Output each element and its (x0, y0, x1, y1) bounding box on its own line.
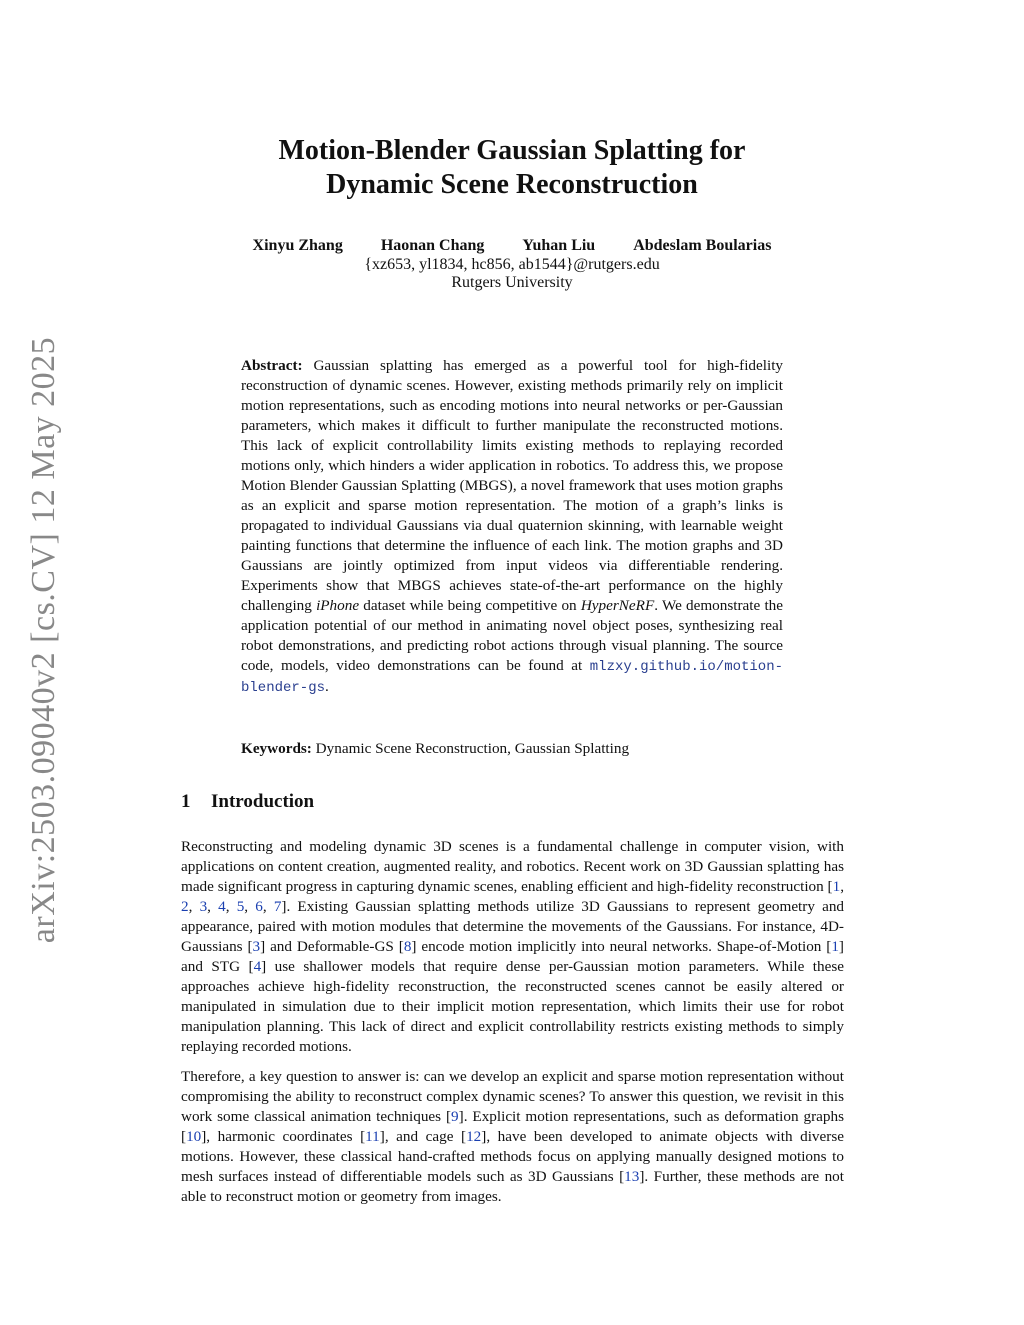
dataset-name-iphone: iPhone (316, 597, 360, 614)
paragraph-text: ], harmonic coordinates [ (201, 1128, 366, 1145)
abstract-label: Abstract: (241, 357, 303, 374)
dataset-name-hypernerf: HyperNeRF (580, 597, 655, 614)
citation-link[interactable]: 3 (199, 898, 208, 915)
author-name: Yuhan Liu (522, 237, 596, 254)
paragraph-text: ], and cage [ (379, 1128, 467, 1145)
paragraph-text: ] and STG [ (181, 938, 844, 975)
author-name: Xinyu Zhang (252, 237, 343, 254)
abstract-text: . We demonstrate the application potential of our method in animating novel object poses, synthesizing real robot demonstrations, and predicting robot actions through visual planning. The source code, models, video demonstrations can be found at (241, 597, 783, 674)
citation-link[interactable]: 8 (403, 938, 412, 955)
citation-link[interactable]: 1 (832, 878, 841, 895)
abstract-end: . (325, 678, 329, 695)
project-url-link[interactable]: mlzxy.github.io/motion-blender-gs (241, 659, 784, 696)
abstract (241, 356, 783, 698)
paragraph-text: ] and Deformable-GS [ (260, 938, 404, 955)
citation-link[interactable]: 12 (466, 1128, 482, 1145)
author-list (0, 236, 1024, 256)
paragraph-text: ]. Further, these methods are not able to reconstruct motion or geometry from images. (181, 1168, 845, 1205)
paragraph-text: ], have been developed to animate objects with diverse motions. However, these classical hand-crafted methods focus on applying manually designed motions to mesh surfaces instead of differentiable models such as 3D Gaussians [ (181, 1128, 844, 1185)
citation-link[interactable]: 5 (236, 898, 245, 915)
author-name: Haonan Chang (380, 237, 485, 254)
body-paragraph (181, 1067, 844, 1207)
author-emails: {xz653, yl1834, hc856, ab1544}@rutgers.edu (364, 256, 660, 273)
abstract-text: dataset while being competitive on (363, 597, 577, 614)
citation-link[interactable]: 13 (624, 1168, 640, 1185)
abstract-text: Gaussian splatting has emerged as a powerful tool for high-fidelity reconstruction of dynamic scenes. However, existing methods primarily rely on implicit motion representations, such as encoding motions into neural networks or per-Gaussian parameters, which makes it difficult to further manipulate the reconstructed motions. This lack of explicit controllability limits existing methods to replaying recorded motions only, which hinders a wider application in robotics. To address this, we propose Motion Blender Gaussian Splatting (MBGS), a novel framework that uses motion graphs as an explicit and sparse motion representation. The motion of a graph’s links is propagated to individual Gaussians via dual quaternion skinning, with learnable weight painting functions that determine the influence of each link. The motion graphs and 3D Gaussians are jointly optimized from input videos via differentiable rendering. Experiments show that MBGS achieves state-of-the-art performance on the highly challenging (241, 357, 784, 614)
section-title: Introduction (211, 791, 315, 812)
citation-link[interactable]: 6 (255, 898, 263, 915)
keywords-text: Dynamic Scene Reconstruction, Gaussian Splatting (315, 740, 630, 757)
affiliation: Rutgers University (451, 274, 573, 291)
author-name: Abdeslam Boularias (633, 237, 772, 254)
citation-link[interactable]: 9 (451, 1108, 459, 1125)
paragraph-text: ] use shallower models that require dense per-Gaussian motion parameters. While these approaches achieve high-fidelity reconstruction, the reconstructed scenes cannot be easily altered or manipulated in simulation due to their implicit motion representation, which limits their use for robot manipulation planning. This lack of direct and explicit controllability restricts existing methods to simply replaying recorded motions. (181, 958, 844, 1055)
paper-title-line-2: Dynamic Scene Reconstruction (326, 169, 698, 200)
keywords (241, 739, 801, 759)
body-paragraph: Reconstructing and modeling dynamic 3D scenes is a fundamental challenge in computer vision, with applications on content creation, augmented reality, and robotics. Recent work on 3D Gaussian splatting has made significant progress in capturing dynamic scenes, enabling efficient and high-fidelity reconstruction [1, 2, 3, 4, 5, 6, 7]. Existing Gaussian splatting methods utilize 3D Gaussians to represent geometry and appearance, paired with motion modules that determine the movements of the Gaussians. For instance, 4D-Gaussians [3] and Deformable-GS [8] encode motion implicitly into neural networks. Shape-of-Motion [1] and STG [4] use shallower models that require dense per-Gaussian motion parameters. While these approaches achieve high-fidelity reconstruction, the reconstructed scenes cannot be easily altered or manipulated in simulation due to their implicit motion representation, which limits their use for robot manipulation planning. This lack of direct and explicit controllability restricts existing methods to simply replaying recorded motions. (181, 838, 845, 1055)
paper-title-line-1: Motion-Blender Gaussian Splatting for (278, 135, 746, 166)
paragraph-text: ] encode motion implicitly into neural networks. Shape-of-Motion [ (411, 938, 832, 955)
citation-link[interactable]: 2 (181, 898, 189, 915)
section-heading-introduction (181, 790, 314, 814)
citation-link[interactable]: 7 (273, 898, 282, 915)
paragraph-text: ]. Explicit motion representations, such as deformation graphs [ (181, 1108, 844, 1145)
section-number: 1 (181, 791, 191, 812)
citation-link[interactable]: 1 (831, 938, 839, 955)
keywords-label: Keywords: (241, 740, 312, 757)
arxiv-identifier-stamp: arXiv:2503.09040v2 [cs.CV] 12 May 2025 (25, 336, 62, 944)
citation-link[interactable]: 10 (186, 1128, 202, 1145)
citation-link[interactable]: 3 (252, 938, 261, 955)
citation-link[interactable]: 4 (218, 898, 226, 915)
paragraph-text: Reconstructing and modeling dynamic 3D scenes is a fundamental challenge in computer vision, with applications on content creation, augmented reality, and robotics. Recent work on 3D Gaussian splatting has made significant progress in capturing dynamic scenes, enabling efficient and high-fidelity reconstruction [ (181, 838, 844, 895)
paragraph-text: ]. Existing Gaussian splatting methods utilize 3D Gaussians to represent geometry and appearance, paired with motion modules that determine the movements of the Gaussians. For instance, 4D-Gaussians [ (181, 898, 845, 955)
citation-link[interactable]: 4 (253, 958, 262, 975)
citation-link[interactable]: 11 (365, 1128, 380, 1145)
paragraph-text: Therefore, a key question to answer is: can we develop an explicit and sparse motion representation without compromising the ability to reconstruct complex dynamic scenes? To answer this question, we revisit in this work some classical animation techniques [ (181, 1068, 844, 1125)
paper-title (0, 134, 1024, 202)
